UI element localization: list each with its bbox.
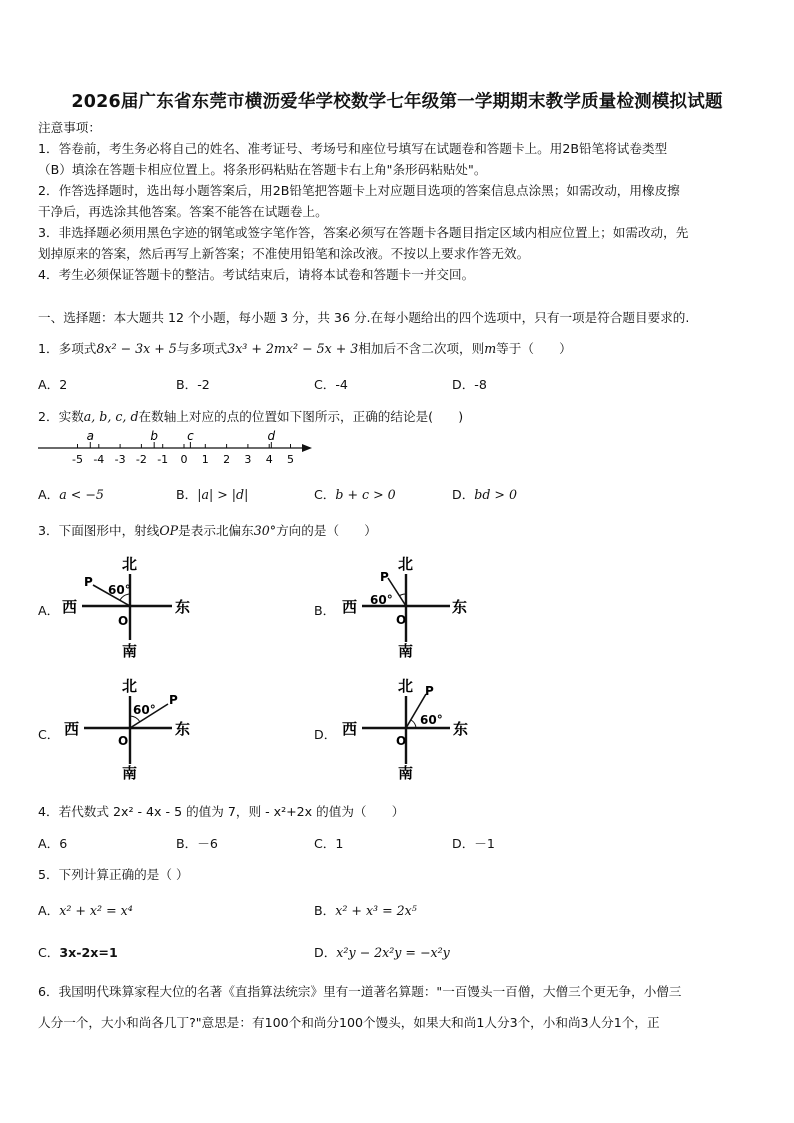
notes-heading: 注意事项： — [38, 120, 101, 135]
question-3: 3．下面图形中，射线OP是表示北偏东30°方向的是（ ） — [38, 523, 377, 538]
north-label: 北 — [122, 677, 138, 695]
south-label: 南 — [398, 642, 414, 660]
q1-prefix: 1．多项式 — [38, 341, 97, 356]
q1-option-a: A．2 — [38, 377, 68, 392]
q3-option-a: A． — [38, 603, 60, 618]
south-label: 南 — [398, 764, 414, 782]
number-line-point-label-c: c — [187, 429, 194, 443]
q3-angle: 30° — [253, 523, 277, 538]
section-heading: 一、选择题：本大题共 12 个小题，每小题 3 分，共 36 分.在每小题给出的四个选项中，只有一项是符合题目要求的. — [38, 310, 690, 325]
angle-label: 60° — [133, 703, 156, 717]
point-p-label: P — [425, 684, 434, 698]
number-line-tick-label: -5 — [72, 453, 83, 466]
q1-expr2: 3x³ + 2mx² − 5x + 3 — [227, 341, 359, 356]
number-line-tick-label: -3 — [114, 453, 126, 466]
note-line: 3．非选择题必须用黑色字迹的钢笔或签字笔作答，答案必须写在答题卡各题目指定区域内相应位置上；如需改动，先 — [38, 225, 689, 240]
number-line-point-label-a: a — [86, 429, 94, 443]
west-label: 西 — [342, 720, 358, 738]
q5-option-c: C．3x-2x=1 — [38, 945, 118, 960]
angle-label: 60° — [370, 593, 393, 607]
q3-option-c: C． — [38, 727, 60, 742]
question-5: 5．下列计算正确的是（ ） — [38, 867, 189, 882]
page-title: 2026届广东省东莞市横沥爱华学校数学七年级第一学期期末教学质量检测模拟试题 — [71, 92, 723, 112]
north-label: 北 — [398, 555, 414, 573]
compass-figure-c — [60, 674, 210, 784]
q2-vars: a, b, c, d — [83, 409, 139, 424]
number-line-tick-label: 0 — [180, 453, 188, 466]
point-p-label: P — [169, 693, 178, 707]
q5-option-a: A．x² + x² = x⁴ — [38, 903, 133, 918]
q1-option-d: D．-8 — [452, 377, 487, 392]
origin-label: O — [118, 614, 129, 628]
question-1 — [38, 338, 572, 357]
origin-label: O — [396, 734, 407, 748]
east-label: 东 — [175, 720, 191, 738]
number-line-tick-label: -1 — [157, 453, 169, 466]
q3-option-d: D． — [314, 727, 337, 742]
q2-option-b: B．|a| > |d| — [176, 487, 249, 502]
q1-option-b: B．-2 — [176, 377, 210, 392]
east-label: 东 — [453, 720, 469, 738]
note-line: 干净后，再选涂其他答案。答案不能答在试题卷上。 — [38, 204, 328, 219]
compass-figure-b — [336, 552, 486, 662]
number-line-arrow — [302, 444, 312, 452]
west-label: 西 — [62, 598, 78, 616]
point-p-label: P — [380, 570, 389, 584]
angle-label: 60° — [108, 583, 131, 597]
origin-label: O — [396, 613, 407, 627]
note-line: 划掉原来的答案，然后再写上新答案；不准使用铅笔和涂改液。不按以上要求作答无效。 — [38, 246, 530, 261]
origin-label: O — [118, 734, 129, 748]
north-label: 北 — [398, 677, 414, 695]
west-label: 西 — [64, 720, 80, 738]
q2-option-c: C．b + c > 0 — [314, 487, 396, 502]
south-label: 南 — [122, 642, 138, 660]
number-line-tick-label: 5 — [287, 453, 294, 466]
q1-var: m — [484, 341, 497, 356]
q4-option-c: C．1 — [314, 836, 344, 851]
north-label: 北 — [122, 555, 138, 573]
number-line-tick-label: 3 — [244, 453, 252, 466]
question-6-line-2: 人分一个，大小和尚各几丁?"意思是：有100个和尚分100个馒头，如果大和尚1人分3个，小和尚3人分1个，正 — [38, 1015, 660, 1030]
q4-option-b: B．－6 — [176, 836, 218, 851]
number-line-figure — [36, 428, 316, 472]
note-line: （B）填涂在答题卡相应位置上。将条形码粘贴在答题卡右上角"条形码粘贴处"。 — [38, 162, 487, 177]
q2-prefix: 2．实数 — [38, 409, 84, 424]
q1-option-c: C．-4 — [314, 377, 348, 392]
south-label: 南 — [122, 764, 138, 782]
number-line-tick-label: 2 — [223, 453, 231, 466]
question-4: 4．若代数式 2x² - 4x - 5 的值为 7，则 - x²+2x 的值为（ ） — [38, 804, 405, 819]
number-line-tick-label: -2 — [135, 453, 147, 466]
q1-mid: 与多项式 — [176, 341, 228, 356]
q1-suffix: 相加后不含二次项，则 — [358, 341, 485, 356]
number-line-point-label-d: d — [267, 429, 276, 443]
west-label: 西 — [342, 598, 358, 616]
q4-option-d: D．－1 — [452, 836, 495, 851]
compass-figure-d — [336, 674, 486, 784]
q2-suffix: 在数轴上对应的点的位置如下图所示，正确的结论是( ) — [138, 409, 464, 424]
q5-option-b: B．x² + x³ = 2x⁵ — [314, 903, 417, 918]
note-line: 2．作答选择题时，选出每小题答案后，用2B铅笔把答题卡上对应题目选项的答案信息点涂黑；如需改动，用橡皮擦 — [38, 183, 680, 198]
number-line-point-label-b: b — [150, 429, 158, 443]
q2-option-a: A．a < −5 — [38, 487, 104, 502]
east-label: 东 — [452, 598, 468, 616]
number-line-tick-label: 1 — [201, 453, 209, 466]
number-line-tick-label: 4 — [265, 453, 273, 466]
number-line-tick-label: -4 — [93, 453, 105, 466]
east-label: 东 — [175, 598, 191, 616]
q3-ray: OP — [159, 523, 179, 538]
note-line: 4．考生必须保证答题卡的整洁。考试结束后，请将本试卷和答题卡一并交回。 — [38, 267, 475, 282]
question-6-line-1: 6．我国明代珠算家程大位的名著《直指算法统宗》里有一道著名算题："一百馒头一百僧，大僧三个更无争，小僧三 — [38, 984, 682, 999]
q4-option-a: A．6 — [38, 836, 68, 851]
angle-label: 60° — [420, 713, 443, 727]
compass-figure-a — [60, 552, 210, 662]
note-line: 1．答卷前，考生务必将自己的姓名、准考证号、考场号和座位号填写在试题卷和答题卡上。用2B铅笔将试卷类型 — [38, 141, 668, 156]
q3-option-b: B． — [314, 603, 336, 618]
point-p-label: P — [84, 575, 93, 589]
question-2 — [38, 406, 463, 425]
q1-expr1: 8x² − 3x + 5 — [96, 341, 177, 356]
q5-option-d: D．x²y − 2x²y = −x²y — [314, 945, 450, 960]
q2-option-d: D．bd > 0 — [452, 487, 517, 502]
q1-end: 等于（ ） — [496, 341, 572, 356]
